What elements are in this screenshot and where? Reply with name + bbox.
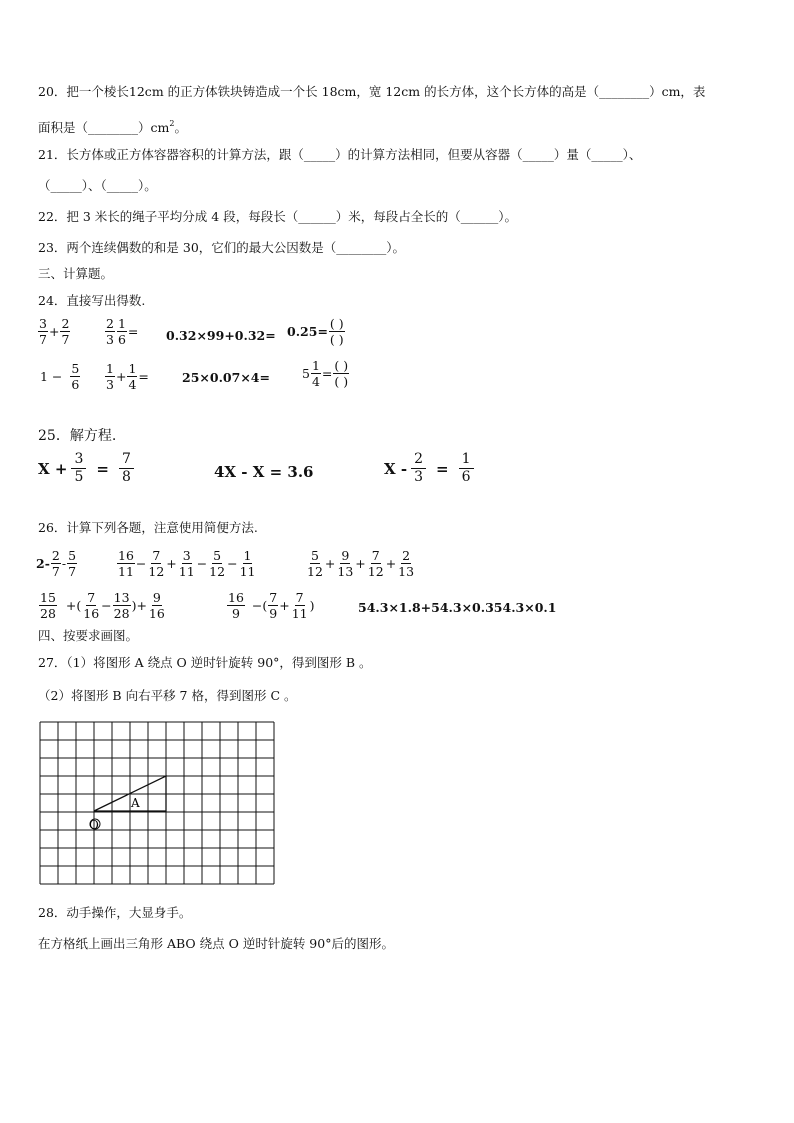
operator: = [436, 459, 449, 478]
fraction: $\frac{3}{11}$ [178, 548, 195, 579]
fraction: $\frac{( )}{( )}$ [334, 358, 349, 389]
expr-lead: 0.25= [287, 324, 328, 339]
fraction: $\frac{2}{3}$ [411, 451, 426, 486]
operator: = [96, 459, 109, 478]
fraction: $\frac{1}{11}$ [239, 548, 256, 579]
operator: )+ [131, 598, 147, 613]
fraction: $\frac{2}{3}$ [106, 316, 114, 347]
q20-unit-exponent: 2 [169, 119, 175, 128]
q22-text: 22．把 3 米长的绳子平均分成 4 段，每段长（______）米，每段占全长的（______）。 [38, 209, 517, 224]
q25-title: 25．解方程. [38, 428, 117, 444]
q28-text: 在方格纸上画出三角形 ABO 绕点 O 逆时针旋转 90°后的图形。 [38, 936, 394, 951]
fraction: $\frac{3}{7}$ [39, 316, 47, 347]
fraction: $\frac{16}{9}$ [228, 590, 244, 621]
operator: + [48, 324, 60, 339]
fraction: $\frac{7}{16}$ [83, 590, 100, 621]
fraction: $\frac{7}{12}$ [148, 548, 165, 579]
operator: - [61, 556, 67, 571]
q26-expr-6: 54.3×1.8+54.3×0.354.3×0.1 [358, 600, 557, 615]
fraction: $\frac{5}{12}$ [209, 548, 226, 579]
fraction: $\frac{1}{4}$ [128, 361, 137, 392]
q23-text: 23．两个连续偶数的和是 30，它们的最大公因数是（________）。 [38, 240, 406, 255]
operator: + [279, 598, 290, 613]
fraction: $\frac{5}{12}$ [307, 548, 323, 579]
q20-line2-end: 。 [174, 120, 187, 135]
fraction: $\frac{1}{3}$ [106, 361, 114, 392]
point-o-label: O [89, 818, 99, 832]
q24-expr-3: 0.32×99+0.32= [166, 328, 276, 343]
operator: + [385, 556, 397, 571]
operator: −( [251, 598, 268, 613]
fraction: $\frac{1}{6}$ [117, 316, 126, 347]
fraction: $\frac{2}{13}$ [398, 548, 415, 579]
fraction: $\frac{2}{7}$ [51, 548, 60, 579]
fraction: $\frac{15}{28}$ [40, 590, 56, 621]
fraction: $\frac{5}{7}$ [68, 548, 77, 579]
fraction: $\frac{16}{11}$ [118, 548, 134, 579]
q21-line1: 21．长方体或正方体容器容积的计算方法，跟（_____）的计算方法相同，但要从容器（_____）量（_____）、 [38, 147, 642, 162]
fraction: $\frac{9}{13}$ [337, 548, 354, 579]
operator: + [166, 556, 177, 571]
operator: + [115, 369, 127, 384]
expr-lead: 1 − [40, 369, 63, 384]
q20-line2-text: 面积是（________）cm [38, 120, 170, 135]
fraction: $\frac{7}{9}$ [269, 590, 278, 621]
fraction: $\frac{13}{28}$ [113, 590, 130, 621]
q27-line2: （2）将图形 B 向右平移 7 格，得到图形 C 。 [38, 688, 297, 703]
operator: ) [309, 598, 315, 613]
section4-title: 四、按要求画图。 [38, 628, 139, 643]
square-grid [40, 722, 274, 884]
q21-line2: （_____）、（_____）。 [38, 178, 157, 193]
q26-title: 26．计算下列各题，注意使用简便方法. [38, 520, 258, 535]
operator: = [127, 324, 139, 339]
mixed-whole: 5 [302, 366, 310, 381]
q24-title: 24．直接写出得数. [38, 293, 146, 308]
operator: − [101, 598, 112, 613]
fraction: $\frac{7}{11}$ [291, 590, 308, 621]
operator: +( [65, 598, 82, 613]
fraction: $\frac{9}{16}$ [148, 590, 165, 621]
operator: − [196, 556, 208, 571]
fraction: $\frac{5}{6}$ [71, 361, 80, 392]
expr-lead: X + [38, 459, 68, 478]
shape-a-label: A [131, 796, 140, 810]
operator: − [227, 556, 238, 571]
fraction: $\frac{7}{12}$ [367, 548, 384, 579]
fraction: $\frac{7}{8}$ [119, 451, 134, 486]
fraction: $\frac{1}{4}$ [311, 358, 320, 389]
operator: + [355, 556, 366, 571]
q28-title: 28．动手操作，大显身手。 [38, 905, 192, 920]
operator: = [321, 366, 333, 381]
fraction: $\frac{( )}{( )}$ [329, 316, 344, 347]
fraction: $\frac{2}{7}$ [61, 316, 70, 347]
operator: + [324, 556, 336, 571]
operator: = [138, 369, 149, 384]
fraction: $\frac{3}{5}$ [71, 451, 86, 486]
q20-line1: 20．把一个棱长12cm 的正方体铁块铸造成一个长 18cm，宽 12cm 的长方体，这个长方体的高是（________）cm，表 [38, 84, 706, 99]
q24-expr-7: 25×0.07×4= [182, 370, 270, 385]
fraction: $\frac{1}{6}$ [459, 451, 474, 486]
q25-equation-2: 4X - X = 3.6 [214, 463, 314, 481]
q27-line1: 27．（1）将图形 A 绕点 O 逆时针旋转 90°，得到图形 B 。 [38, 655, 372, 670]
expr-lead: 2- [36, 556, 50, 571]
section3-title: 三、计算题。 [38, 266, 114, 281]
operator: − [135, 556, 147, 571]
expr-lead: X - [384, 459, 408, 478]
